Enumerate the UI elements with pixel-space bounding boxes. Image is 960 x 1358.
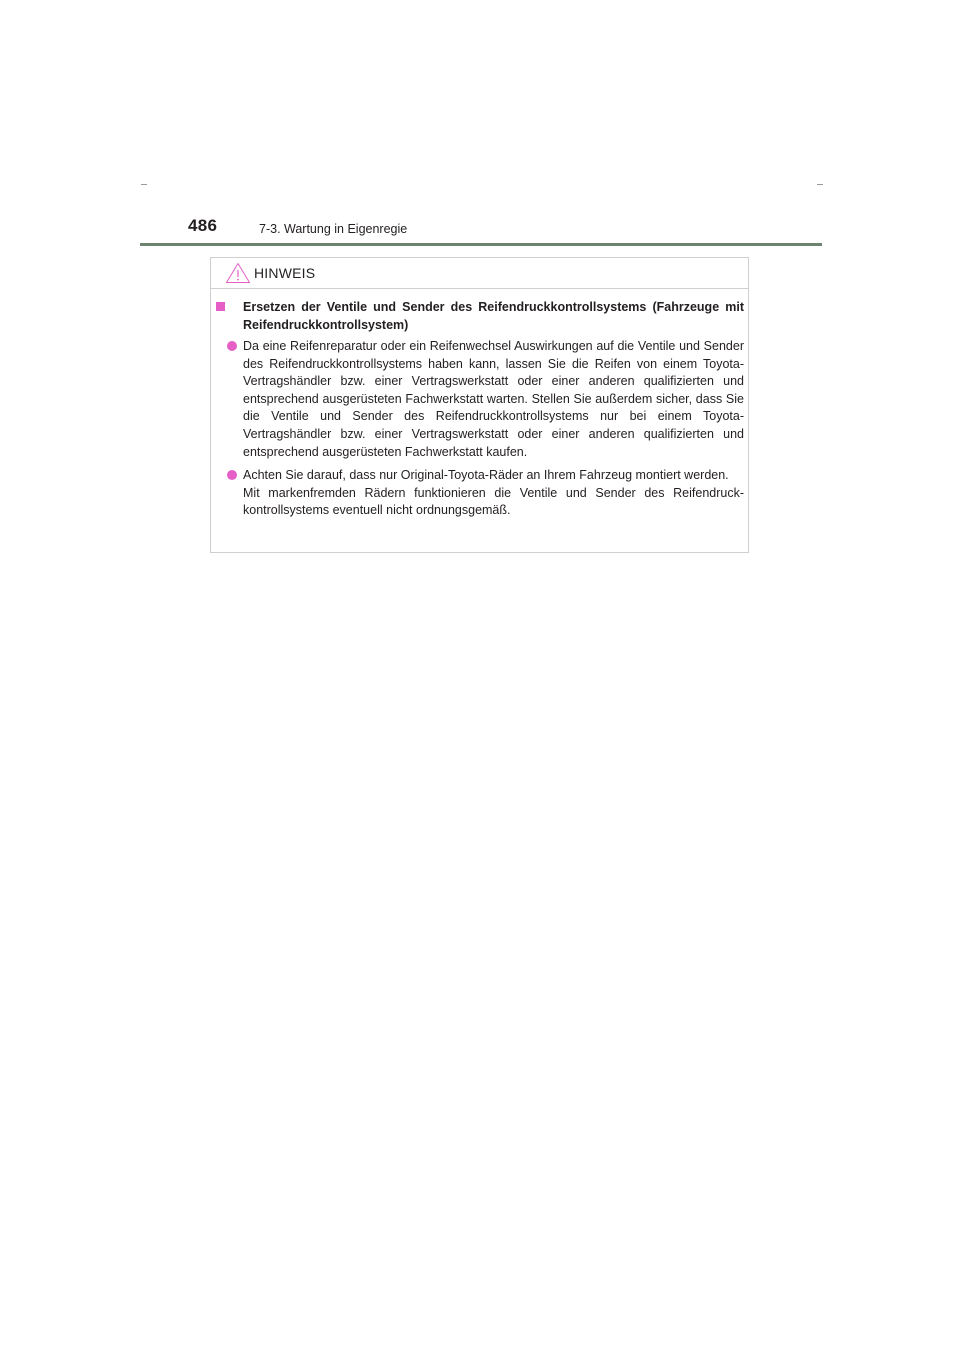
section-title: 7-3. Wartung in Eigenregie [259,222,408,236]
list-item [227,338,744,461]
crop-mark-left [141,184,147,185]
notice-heading: Ersetzen der Ventile und Sender des Reifendruckkontrollsystems (Fahrzeuge mit Reifendruckkontrollsystem) [243,300,744,332]
list-item-line: Mit markenfremden Rädern funktionieren die Ventile und Sender des Reifendruck-kontrollsystems eventuell nicht ordnungsgemäß. [243,485,744,518]
header-rule [140,243,822,246]
square-bullet-icon [216,302,225,311]
notice-heading-row [216,298,744,334]
list-item-text: Da eine Reifenreparatur oder ein Reifenwechsel Auswirkungen auf die Ventile und Sender des Reifendruckkontrollsystems haben kann, lassen Sie die Reifen von einem Toyota-Vertragshändler bzw. einer Vertragswerkstatt oder einer anderen qualifizierten und entsprechend ausgerüsteten Fachwerkstatt warten. Stellen Sie außerdem sicher, dass Sie die Ventile und Sender des Reifendruckkontrollsystems nur bei einem Toyota-Vertragshändler bzw. einer Vertragswerkstatt oder einer anderen qualifizierten und entsprechend ausgerüsteten Fachwerkstatt kaufen. [243,339,744,459]
notice-header [211,258,748,289]
list-item [227,467,744,520]
crop-mark-right [817,184,823,185]
list-item-line: Achten Sie darauf, dass nur Original-Toyota-Räder an Ihrem Fahrzeug montiert werden. [243,468,729,482]
page-number: 486 [188,216,218,235]
circle-bullet-icon [227,470,237,480]
list-item-text [243,467,744,520]
notice-label: HINWEIS [254,265,316,281]
circle-bullet-icon [227,341,237,351]
notice-box [210,257,749,553]
warning-triangle-icon [225,262,251,284]
